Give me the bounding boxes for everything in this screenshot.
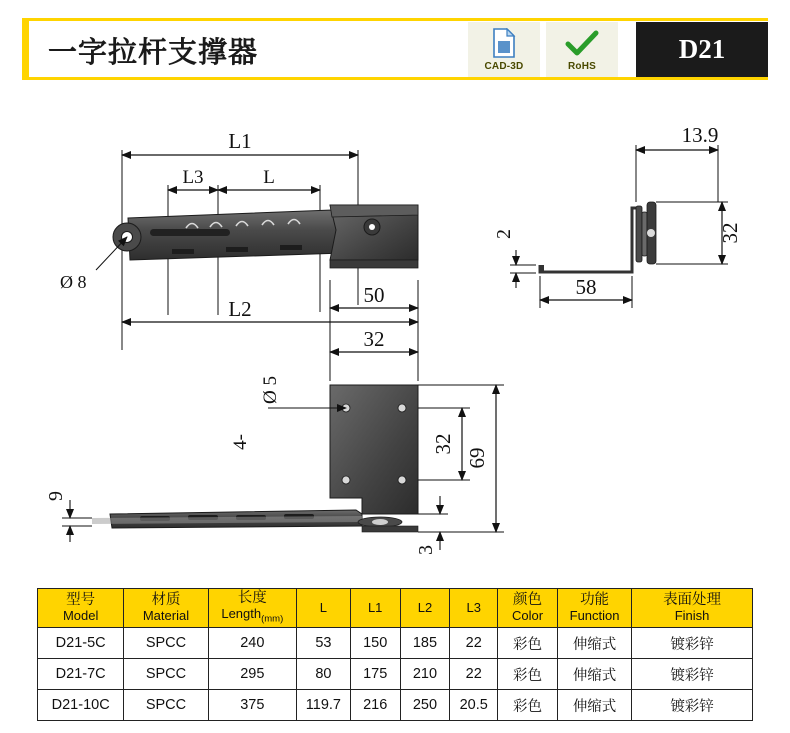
svg-text:L2: L2: [228, 297, 252, 321]
dimension-69: [465, 385, 496, 532]
cad-3d-label: CAD-3D: [484, 61, 524, 72]
cell-function: 伸缩式: [558, 628, 632, 659]
plate-graphic: [330, 385, 418, 514]
svg-text:32: 32: [431, 433, 455, 455]
view-section-right: [493, 123, 742, 308]
cell-l: 80: [296, 659, 350, 690]
th-material: [124, 589, 208, 628]
cell-l: 119.7: [296, 690, 350, 721]
svg-text:Ø 8: Ø 8: [60, 272, 87, 292]
dimension-2: [493, 229, 516, 288]
th-l2: [400, 589, 450, 628]
svg-text:32: 32: [718, 222, 742, 244]
th-length-unit: (mm): [261, 613, 284, 625]
svg-text:69: 69: [465, 447, 489, 469]
cell-l3: 22: [450, 628, 498, 659]
svg-text:32: 32: [363, 327, 385, 351]
th-material-cn: 材质: [151, 592, 181, 609]
dimension-50: [330, 283, 418, 308]
rohs-label: RoHS: [567, 61, 597, 72]
cell-length: 240: [208, 628, 296, 659]
cell-length: 295: [208, 659, 296, 690]
view-plan-bottom: [45, 327, 504, 555]
svg-text:13.9: 13.9: [681, 123, 719, 147]
th-l1-en: L1: [367, 599, 383, 615]
dimension-3: [415, 496, 440, 555]
table-row: [38, 628, 753, 659]
stay-body-graphic: [113, 205, 418, 268]
dimension-32-side: [431, 408, 462, 480]
th-finish-cn: 表面处理: [663, 592, 722, 609]
svg-text:L: L: [263, 167, 275, 188]
th-finish: [632, 589, 753, 628]
cell-l3: 20.5: [450, 690, 498, 721]
dimension-32-right: [718, 202, 742, 264]
badge-group: [468, 22, 628, 77]
table-row: [38, 659, 753, 690]
th-length-en-text: Length: [221, 606, 262, 622]
th-l-en: L: [319, 599, 328, 615]
th-l3: [450, 589, 498, 628]
cell-length: 375: [208, 690, 296, 721]
dimension-58: [540, 275, 632, 300]
th-l2-en: L2: [417, 599, 433, 615]
cell-l1: 216: [350, 690, 400, 721]
th-model: [38, 589, 124, 628]
rohs-badge[interactable]: [546, 22, 618, 77]
dimension-9: [45, 491, 70, 542]
dimension-L: [218, 167, 320, 190]
th-length-en: [209, 607, 296, 626]
technical-drawing: [0, 90, 790, 585]
product-code-box: [636, 22, 768, 77]
cell-model: D21-10C: [38, 690, 124, 721]
dimension-L1: [122, 129, 358, 155]
cell-material: SPCC: [124, 628, 208, 659]
cell-l2: 185: [400, 628, 450, 659]
th-model-cn: 型号: [66, 592, 96, 609]
svg-text:3: 3: [415, 545, 437, 555]
th-length: [208, 589, 296, 628]
product-code: D21: [678, 34, 726, 64]
cell-model: D21-7C: [38, 659, 124, 690]
svg-text:Ø 5: Ø 5: [260, 376, 281, 404]
dimension-L3: [168, 167, 218, 190]
th-function-en: Function: [569, 607, 620, 623]
cell-l2: 210: [400, 659, 450, 690]
th-l: [296, 589, 350, 628]
cell-function: 伸缩式: [558, 659, 632, 690]
dimension-32-top: [330, 327, 418, 352]
cell-finish: 镀彩锌: [632, 659, 753, 690]
svg-text:2: 2: [493, 229, 515, 239]
svg-text:4-: 4-: [230, 434, 251, 450]
spec-table: [37, 588, 753, 721]
file-3d-icon: [491, 28, 517, 63]
th-function: [558, 589, 632, 628]
spec-table-wrapper: [37, 588, 753, 721]
dimension-13-9: [636, 123, 718, 150]
table-header-row: [38, 589, 753, 628]
cell-l1: 175: [350, 659, 400, 690]
cell-finish: 镀彩锌: [632, 628, 753, 659]
page-header: [0, 18, 790, 80]
cell-l3: 22: [450, 659, 498, 690]
th-function-cn: 功能: [580, 592, 610, 609]
th-color: [498, 589, 558, 628]
svg-text:50: 50: [363, 283, 385, 307]
page-title: 一字拉杆支撑器: [48, 37, 259, 69]
cell-material: SPCC: [124, 690, 208, 721]
dimension-4-dia5: [230, 376, 346, 450]
svg-text:58: 58: [575, 275, 597, 299]
knob-graphic: [636, 202, 656, 264]
th-l1: [350, 589, 400, 628]
cell-l2: 250: [400, 690, 450, 721]
cad-3d-badge[interactable]: [468, 22, 540, 77]
cell-color: 彩色: [498, 690, 558, 721]
svg-text:L3: L3: [182, 167, 204, 188]
svg-text:9: 9: [45, 491, 67, 501]
cell-function: 伸缩式: [558, 690, 632, 721]
table-row: [38, 690, 753, 721]
cell-finish: 镀彩锌: [632, 690, 753, 721]
th-color-cn: 颜色: [513, 592, 543, 609]
th-finish-en: Finish: [674, 607, 710, 623]
cell-color: 彩色: [498, 659, 558, 690]
cell-material: SPCC: [124, 659, 208, 690]
svg-text:L1: L1: [228, 129, 252, 153]
th-l3-en: L3: [466, 599, 481, 615]
cell-color: 彩色: [498, 628, 558, 659]
th-model-en: Model: [62, 607, 99, 623]
cell-l: 53: [296, 628, 350, 659]
th-length-cn: 长度: [237, 590, 267, 607]
cell-l1: 150: [350, 628, 400, 659]
check-mark-icon: [565, 30, 599, 63]
th-material-en: Material: [142, 607, 190, 623]
cell-model: D21-5C: [38, 628, 124, 659]
th-color-en: Color: [512, 607, 544, 623]
header-left-accent: [22, 18, 29, 80]
